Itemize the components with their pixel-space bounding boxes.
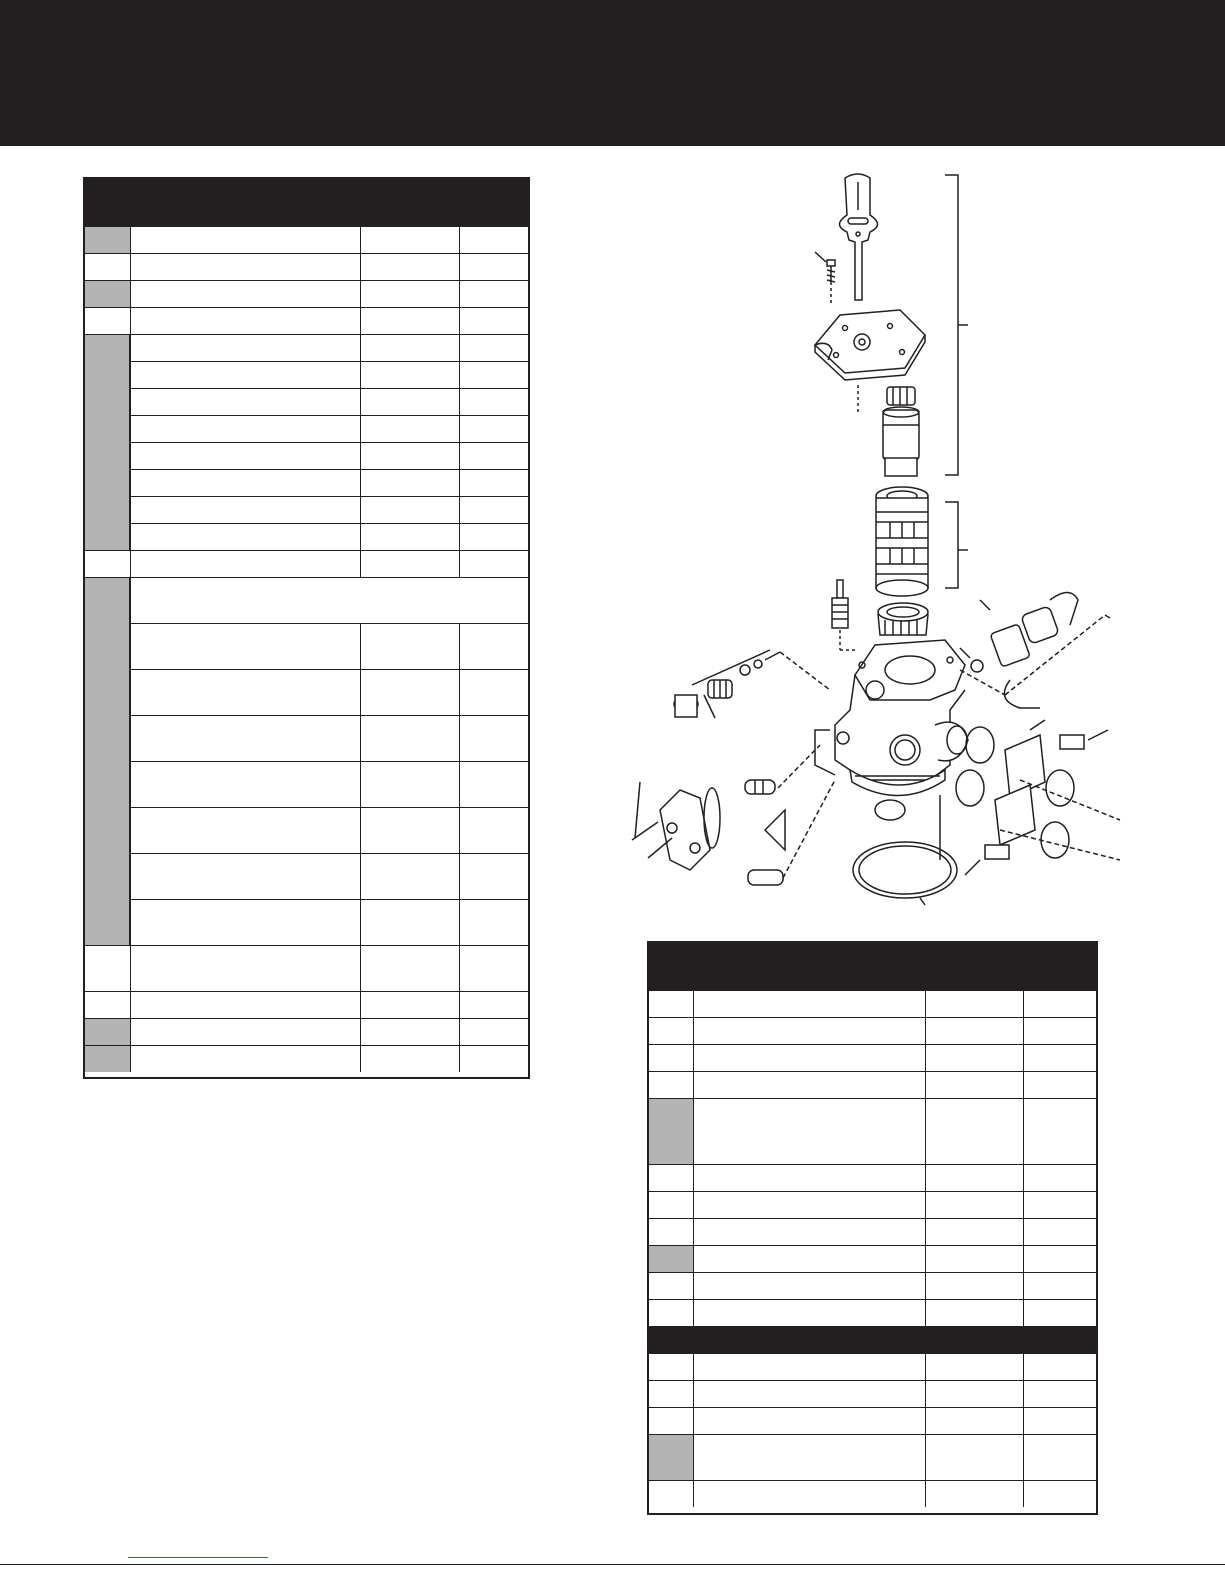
table-cell [459, 524, 530, 550]
table-row [649, 1480, 1096, 1507]
table-row [649, 1380, 1096, 1407]
table-cell [459, 389, 530, 415]
item-number-cell [649, 1381, 693, 1407]
table-cell [1023, 1481, 1098, 1507]
page-header-band [0, 0, 1225, 146]
table-cell [925, 1219, 1023, 1245]
item-number-cell [649, 1099, 693, 1164]
table-cell [693, 1219, 925, 1245]
table-cell [130, 281, 360, 307]
retaining-clip [1004, 680, 1040, 708]
table-cell [130, 335, 360, 361]
table-cell [360, 227, 459, 253]
table-row [649, 1191, 1096, 1218]
table-cell [693, 1354, 925, 1380]
table-cell [130, 551, 360, 577]
table-row [649, 1071, 1096, 1098]
table-row [85, 669, 528, 715]
table-row [85, 388, 528, 415]
table-cell [693, 1018, 925, 1044]
table-cell [1023, 1099, 1098, 1164]
table-cell [693, 1300, 925, 1326]
table-cell [693, 1246, 925, 1272]
table-cell [360, 443, 459, 469]
table-cell [130, 670, 360, 715]
table-cell [360, 308, 459, 334]
table-row [85, 715, 528, 761]
table-row [649, 1245, 1096, 1272]
table-cell [130, 854, 360, 899]
item-number-cell [649, 1018, 693, 1044]
valve-exploded-view-svg [600, 170, 1140, 920]
table-cell [925, 1354, 1023, 1380]
table-cell [459, 716, 530, 761]
table-cell [925, 991, 1023, 1017]
table-cell [360, 900, 459, 945]
table-cell [360, 992, 459, 1018]
item-number-cell [649, 1045, 693, 1071]
table-cell [459, 992, 530, 1018]
item-number-cell [649, 1435, 693, 1480]
table-cell [925, 1435, 1023, 1480]
item-number-cell [649, 1354, 693, 1380]
table-cell [130, 497, 360, 523]
item-number-cell [85, 551, 130, 577]
item-number-cell [85, 308, 130, 334]
grouped-item-cell [85, 578, 130, 945]
table-row [649, 1098, 1096, 1164]
table-cell [459, 1019, 530, 1045]
item-number-cell [649, 1246, 693, 1272]
table-row [85, 226, 528, 253]
table-cell [693, 1192, 925, 1218]
table-cell [130, 624, 360, 669]
table-row [649, 1299, 1096, 1326]
table-row [85, 899, 528, 945]
table-row [649, 1017, 1096, 1044]
small-o-ring-center [875, 800, 905, 820]
table-cell [1023, 1246, 1098, 1272]
table-cell [459, 308, 530, 334]
table-cell [360, 470, 459, 496]
table-cell [693, 1099, 925, 1164]
table-cell [925, 1045, 1023, 1071]
table-cell [925, 1273, 1023, 1299]
table-row [85, 307, 528, 334]
item-number-cell [85, 1046, 130, 1072]
table-cell [130, 1046, 360, 1072]
table-row [649, 1044, 1096, 1071]
item-number-cell [649, 1219, 693, 1245]
table-cell [130, 416, 360, 442]
table-cell [925, 1165, 1023, 1191]
table-cell [360, 716, 459, 761]
small-gear [887, 387, 915, 405]
table-row [85, 550, 528, 577]
table-row [649, 1218, 1096, 1245]
item-number-cell [85, 227, 130, 253]
seal-spacer-stack [876, 487, 928, 596]
table-cell [459, 335, 530, 361]
table-cell [459, 946, 530, 991]
item-number-cell [85, 946, 130, 991]
table-row [85, 577, 528, 623]
table-cell [130, 524, 360, 550]
table-cell [1023, 1354, 1098, 1380]
table-row [85, 945, 528, 991]
table-cell [925, 1072, 1023, 1098]
table-cell [693, 1481, 925, 1507]
table-cell [925, 1099, 1023, 1164]
table-row [85, 496, 528, 523]
table-cell [459, 670, 530, 715]
table-row [85, 334, 528, 361]
table-cell [693, 1408, 925, 1434]
table-row [85, 253, 528, 280]
leader-line-right-top [980, 600, 990, 610]
table-subheader-row [649, 1326, 1096, 1353]
table-cell [459, 443, 530, 469]
footer-link-underline[interactable] [128, 1557, 268, 1558]
grouped-item-cell [85, 335, 130, 550]
item-number-cell [649, 1273, 693, 1299]
table-cell [360, 335, 459, 361]
main-valve-body [815, 640, 968, 796]
table-cell [360, 670, 459, 715]
right-o-rings [956, 727, 1120, 875]
bracket-line-upper [945, 175, 958, 475]
table-cell [1023, 1435, 1098, 1480]
end-cap-left [632, 782, 720, 870]
table-cell [130, 1019, 360, 1045]
table-row [85, 523, 528, 550]
table-row [85, 853, 528, 899]
table-cell [459, 254, 530, 280]
table-row [85, 415, 528, 442]
item-number-cell [649, 1165, 693, 1191]
item-number-cell [85, 1019, 130, 1045]
table-cell [360, 762, 459, 807]
table-row [649, 1434, 1096, 1480]
table-row [85, 807, 528, 853]
item-number-cell [649, 1481, 693, 1507]
table-cell [925, 1381, 1023, 1407]
valve-exploded-diagram [600, 170, 1140, 920]
item-number-cell [85, 992, 130, 1018]
table-row [649, 990, 1096, 1017]
table-cell [1023, 1072, 1098, 1098]
item-number-cell [85, 254, 130, 280]
item-number-cell [649, 1408, 693, 1434]
table-row [85, 442, 528, 469]
item-number-cell [85, 281, 130, 307]
table-cell [360, 551, 459, 577]
table-cell [925, 1408, 1023, 1434]
table-cell [1023, 1192, 1098, 1218]
table-cell [693, 1045, 925, 1071]
table-cell [1023, 1165, 1098, 1191]
table-cell [693, 1381, 925, 1407]
table-cell [459, 416, 530, 442]
table-cell [130, 716, 360, 761]
table-cell [130, 308, 360, 334]
item-number-cell [649, 1072, 693, 1098]
left-injector-assembly [674, 650, 830, 718]
table-cell [925, 1018, 1023, 1044]
item-number-cell [649, 991, 693, 1017]
leader-line-bottom [920, 898, 925, 905]
table-cell [360, 624, 459, 669]
small-screw-top [815, 252, 835, 305]
piston-cylinder [883, 407, 919, 476]
table-cell [130, 992, 360, 1018]
table-cell [925, 1481, 1023, 1507]
large-o-ring [853, 842, 957, 898]
table-cell [459, 1046, 530, 1072]
table-cell [925, 1192, 1023, 1218]
table-cell [459, 362, 530, 388]
table-cell [693, 1435, 925, 1480]
bracket-line-lower [945, 502, 958, 588]
table-cell [1023, 1300, 1098, 1326]
footer-rule [0, 1564, 1225, 1565]
table-cell [130, 578, 530, 623]
left-parts-table [83, 177, 530, 1079]
item-number-cell [649, 1192, 693, 1218]
table-cell [1023, 1408, 1098, 1434]
table-row [85, 1045, 528, 1072]
table-cell [1023, 1219, 1098, 1245]
table-cell [360, 524, 459, 550]
table-cell [360, 389, 459, 415]
table-cell [360, 497, 459, 523]
table-row [85, 623, 528, 669]
table-cell [459, 854, 530, 899]
table-cell [130, 362, 360, 388]
table-cell [360, 254, 459, 280]
table-row [85, 761, 528, 807]
table-row [649, 1407, 1096, 1434]
right-adapter-fittings [960, 593, 1110, 696]
table-row [85, 280, 528, 307]
table-cell [1023, 1045, 1098, 1071]
injector-upright [832, 580, 858, 650]
table-cell [459, 551, 530, 577]
table-cell [130, 900, 360, 945]
table-cell [130, 470, 360, 496]
table-cell [693, 1273, 925, 1299]
table-cell [360, 281, 459, 307]
table-cell [130, 254, 360, 280]
table-cell [693, 991, 925, 1017]
table-cell [360, 946, 459, 991]
table-cell [925, 1300, 1023, 1326]
table-cell [925, 1246, 1023, 1272]
lower-spacer-ring [878, 603, 928, 635]
table-row [649, 1272, 1096, 1299]
table-cell [130, 808, 360, 853]
item-number-cell [649, 1300, 693, 1326]
table-cell [360, 1019, 459, 1045]
table-cell [459, 470, 530, 496]
right-table-header [649, 943, 1096, 990]
table-row [85, 1018, 528, 1045]
leader-line-right-mid [1030, 720, 1045, 730]
table-cell [459, 281, 530, 307]
table-cell [1023, 1381, 1098, 1407]
table-cell [360, 854, 459, 899]
table-row [85, 361, 528, 388]
table-cell [459, 624, 530, 669]
table-cell [1023, 991, 1098, 1017]
table-row [85, 991, 528, 1018]
table-cell [459, 900, 530, 945]
handle-key [840, 174, 878, 300]
table-cell [1023, 1018, 1098, 1044]
table-row [85, 469, 528, 496]
table-cell [459, 227, 530, 253]
table-cell [130, 946, 360, 991]
table-cell [459, 808, 530, 853]
table-row [649, 1164, 1096, 1191]
table-cell [130, 443, 360, 469]
table-cell [360, 808, 459, 853]
table-cell [693, 1072, 925, 1098]
table-cell [130, 762, 360, 807]
table-cell [1023, 1273, 1098, 1299]
table-cell [360, 362, 459, 388]
table-row [649, 1353, 1096, 1380]
left-table-header [85, 179, 528, 226]
table-cell [130, 389, 360, 415]
right-parts-table [647, 941, 1098, 1515]
table-cell [130, 227, 360, 253]
table-cell [459, 497, 530, 523]
table-cell [459, 762, 530, 807]
table-cell [693, 1165, 925, 1191]
table-cell [360, 1046, 459, 1072]
table-cell [360, 416, 459, 442]
